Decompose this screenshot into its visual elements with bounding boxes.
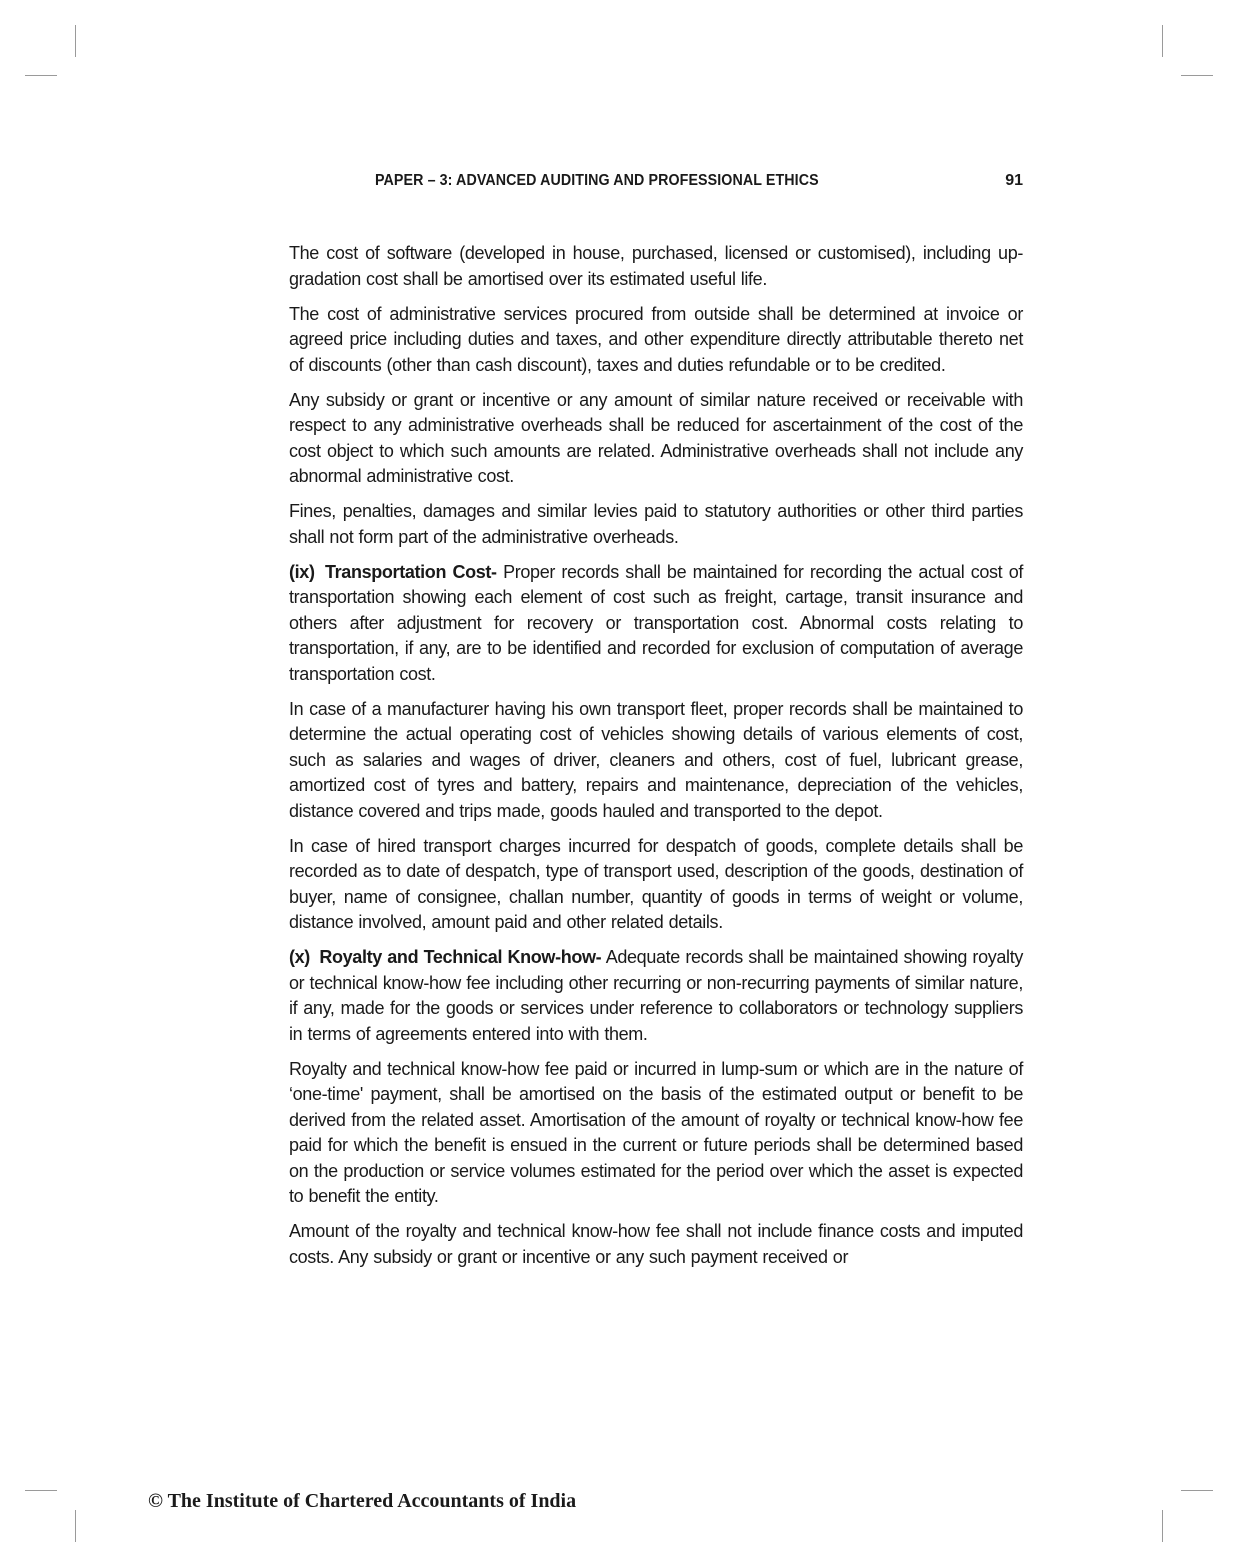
crop-mark-top-right-horizontal	[1181, 75, 1213, 76]
paragraph-administrative-services: The cost of administrative services procured from outside shall be determined at invoice or agreed price including duties and taxes, and other expenditure directly attributable thereto net of discounts (other than cash discount), taxes and duties refundable or to be credited.	[289, 303, 1023, 375]
crop-mark-top-left-horizontal	[25, 75, 57, 76]
section-heading: Royalty and Technical Know-how-	[319, 947, 602, 967]
footer-copyright: © The Institute of Chartered Accountants of India	[148, 1490, 577, 1512]
section-heading: Transportation Cost-	[324, 561, 497, 582]
paragraph-fines-penalties: Fines, penalties, damages and similar levies paid to statutory authorities or other third parties shall not form part of the administrative overheads.	[289, 501, 1023, 547]
crop-mark-top-left-vertical	[75, 25, 76, 57]
page-number: 91	[1005, 172, 1023, 189]
paragraph-subsidy-administrative: Any subsidy or grant or incentive or any amount of similar nature received or receivable with respect to any administrative overheads shall be reduced for ascertainment of the cost of the cost object to which such amounts are related. Administrative overheads shall not include any abnormal administrative cost.	[289, 389, 1023, 486]
section-body: Adequate records shall be maintained showing royalty or technical know-how fee including other recurring or non-recurring payments of similar nature, if any, made for the goods or services under reference to collaborators or technology suppliers in terms of agreements entered into with them.	[289, 947, 1024, 1044]
document-body	[289, 241, 1023, 1280]
crop-mark-bottom-left-vertical	[75, 1510, 76, 1542]
paragraph-royalty-know-how	[289, 945, 1023, 1047]
paragraph-hired-transport: In case of hired transport charges incurred for despatch of goods, complete details shall be recorded as to date of despatch, type of transport used, description of the goods, destination of buyer, name of consignee, challan number, quantity of goods in terms of weight or volume, distance involved, amount paid and other related details.	[289, 835, 1023, 932]
paragraph-own-transport-fleet: In case of a manufacturer having his own transport fleet, proper records shall be maintained to determine the actual operating cost of vehicles showing details of various elements of cost, such as salaries and wages of driver, cleaners and others, cost of fuel, lubricant grease, amortized cost of tyres and battery, repairs and maintenance, depreciation of the vehicles, distance covered and trips made, goods hauled and transported to the depot.	[289, 698, 1023, 821]
paragraph-royalty-finance-costs: Amount of the royalty and technical know-how fee shall not include finance costs and imputed costs. Any subsidy or grant or incentive or any such payment received or	[289, 1221, 1023, 1267]
paragraph-transportation-cost	[289, 560, 1023, 688]
crop-mark-top-right-vertical	[1162, 25, 1163, 57]
crop-mark-bottom-right-horizontal	[1181, 1490, 1213, 1491]
crop-mark-bottom-right-vertical	[1162, 1510, 1163, 1542]
section-number: (x)	[289, 947, 310, 967]
paragraph-software-cost: The cost of software (developed in house, purchased, licensed or customised), including up-gradation cost shall be amortised over its estimated useful life.	[289, 243, 1023, 289]
paragraph-royalty-lump-sum: Royalty and technical know-how fee paid or incurred in lump-sum or which are in the nature of ‘one-time' payment, shall be amortised on the basis of the estimated output or benefit to be derived from the related asset. Amortisation of the amount of royalty or technical know-how fee paid for which the benefit is ensued in the current or future periods shall be determined based on the production or service volumes estimated for the period over which the asset is expected to benefit the entity.	[289, 1058, 1023, 1206]
header-title: PAPER – 3: ADVANCED AUDITING AND PROFESSIONAL ETHICS	[375, 172, 819, 189]
crop-mark-bottom-left-horizontal	[25, 1490, 57, 1491]
section-number: (ix)	[289, 561, 315, 582]
section-body: Proper records shall be maintained for recording the actual cost of transportation showing each element of cost such as freight, cartage, transit insurance and others after adjustment for recovery or transportation cost. Abnormal costs relating to transportation, if any, are to be identified and recorded for exclusion of computation of average transportation cost.	[289, 561, 1024, 684]
running-header	[288, 172, 1023, 196]
